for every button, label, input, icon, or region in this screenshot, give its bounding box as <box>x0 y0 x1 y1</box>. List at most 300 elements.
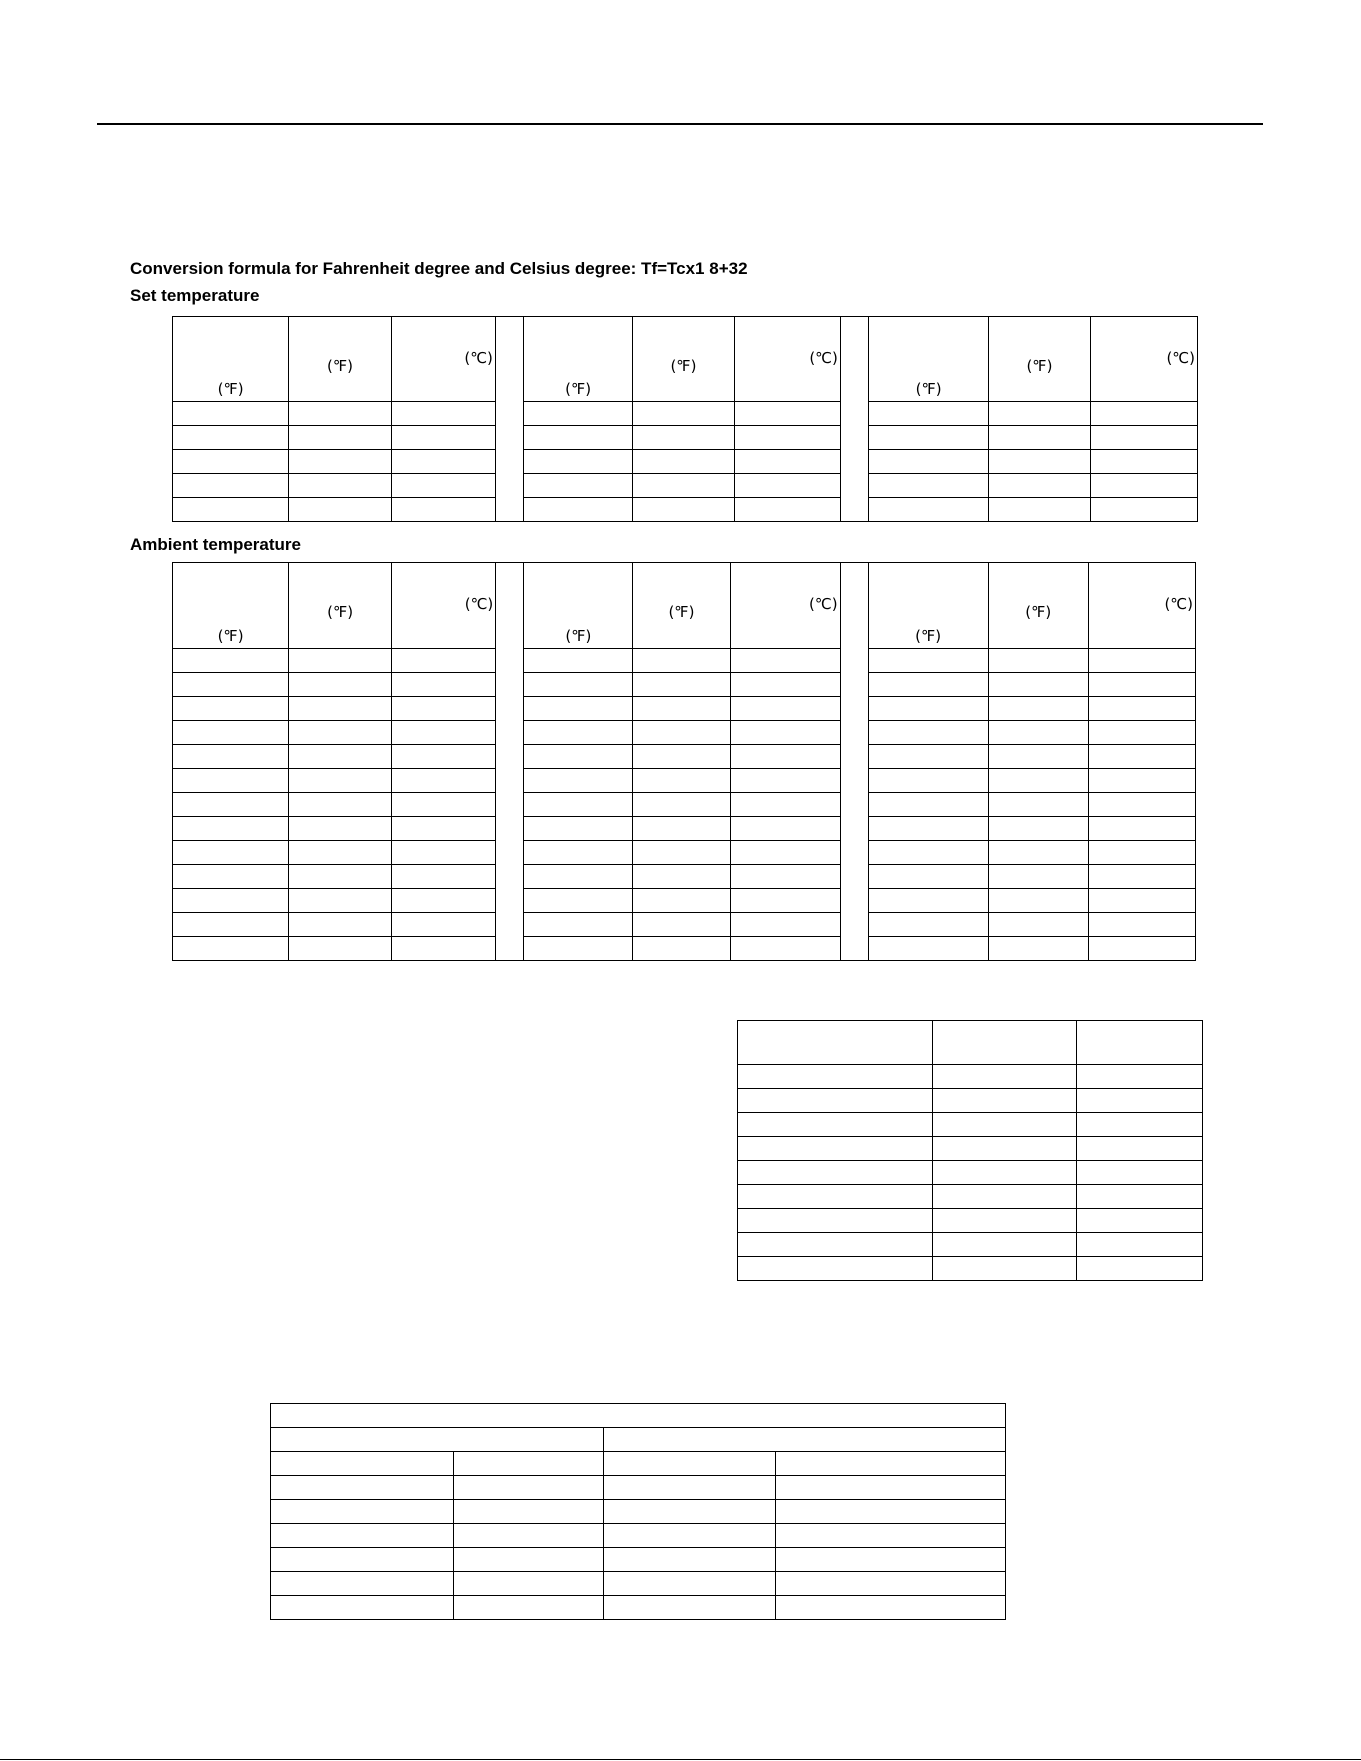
table-cell <box>173 865 289 889</box>
set-temperature-table <box>172 316 1198 522</box>
table-cell <box>776 1572 1006 1596</box>
table-cell <box>1077 1113 1203 1137</box>
unit-fahrenheit: (℉) <box>326 357 353 375</box>
table-cell <box>633 697 730 721</box>
table-cell <box>289 913 392 937</box>
table-cell <box>524 450 633 474</box>
header-cell-fahrenheit <box>289 563 392 649</box>
table-cell <box>289 450 391 474</box>
table-cell <box>271 1548 454 1572</box>
table-cell <box>1088 697 1195 721</box>
header-cell-celsius <box>392 563 496 649</box>
table-cell <box>604 1596 776 1620</box>
table-cell <box>633 673 730 697</box>
table-cell <box>868 817 988 841</box>
table-row <box>173 649 1196 673</box>
table-cell <box>524 817 633 841</box>
table-cell <box>392 937 496 961</box>
table-cell <box>391 402 495 426</box>
table-cell <box>730 841 840 865</box>
unit-fahrenheit: (℉) <box>668 603 695 621</box>
table-cell <box>289 402 391 426</box>
table-cell <box>988 721 1088 745</box>
table-cell <box>738 1113 933 1137</box>
table-row <box>738 1065 1203 1089</box>
table-cell <box>738 1021 933 1065</box>
table-row <box>173 426 1198 450</box>
table-cell <box>868 745 988 769</box>
table-cell <box>1088 937 1195 961</box>
table-row <box>173 498 1198 522</box>
table-cell <box>730 697 840 721</box>
header-cell-fahrenheit <box>173 317 289 402</box>
table-cell <box>289 841 392 865</box>
table-cell <box>454 1596 604 1620</box>
table-cell <box>989 474 1090 498</box>
table-cell <box>633 913 730 937</box>
table-cell <box>933 1065 1077 1089</box>
table-cell <box>988 913 1088 937</box>
table-cell <box>524 745 633 769</box>
table-cell <box>524 889 633 913</box>
table-cell <box>524 402 633 426</box>
table-cell <box>392 889 496 913</box>
table-row <box>738 1137 1203 1161</box>
table-row <box>173 889 1196 913</box>
unit-celsius: (℃) <box>464 349 493 367</box>
table-cell <box>730 745 840 769</box>
unit-fahrenheit: (℉) <box>217 380 244 398</box>
table-cell <box>271 1524 454 1548</box>
table-cell <box>604 1548 776 1572</box>
table-cell <box>173 913 289 937</box>
table-cell <box>173 402 289 426</box>
table-row <box>738 1113 1203 1137</box>
table-cell <box>1088 769 1195 793</box>
table-cell <box>734 474 840 498</box>
table-cell <box>392 673 496 697</box>
column-gap <box>840 563 868 961</box>
table-cell <box>1088 889 1195 913</box>
table-cell <box>738 1233 933 1257</box>
table-cell <box>988 817 1088 841</box>
unit-celsius: (℃) <box>809 349 838 367</box>
table-cell <box>392 721 496 745</box>
table-cell <box>289 498 391 522</box>
table-cell <box>633 426 734 450</box>
header-cell-celsius <box>730 563 840 649</box>
table-cell <box>730 817 840 841</box>
table-cell <box>633 649 730 673</box>
table-row <box>173 474 1198 498</box>
table-cell <box>1077 1021 1203 1065</box>
table-cell <box>173 841 289 865</box>
table-cell <box>289 793 392 817</box>
header-cell-celsius <box>391 317 495 402</box>
table-row <box>173 865 1196 889</box>
table-cell <box>633 769 730 793</box>
table-cell <box>730 889 840 913</box>
table-cell <box>524 474 633 498</box>
column-gap <box>495 317 523 522</box>
table-cell <box>776 1476 1006 1500</box>
table-cell <box>730 937 840 961</box>
table-cell <box>454 1548 604 1572</box>
table-cell <box>1088 793 1195 817</box>
table-row <box>271 1500 1006 1524</box>
table-cell <box>173 793 289 817</box>
table-cell <box>988 793 1088 817</box>
table-cell <box>604 1572 776 1596</box>
table-cell <box>868 649 988 673</box>
table-cell <box>289 889 392 913</box>
table-cell <box>391 474 495 498</box>
table-cell <box>454 1524 604 1548</box>
table-cell <box>776 1548 1006 1572</box>
table-cell <box>738 1257 933 1281</box>
table-cell <box>1088 745 1195 769</box>
table-cell <box>738 1065 933 1089</box>
table-cell <box>738 1137 933 1161</box>
table-cell <box>391 498 495 522</box>
table-row <box>173 721 1196 745</box>
table-cell <box>633 450 734 474</box>
table-cell <box>988 841 1088 865</box>
table-row <box>173 793 1196 817</box>
table-cell <box>633 793 730 817</box>
header-cell-fahrenheit <box>289 317 391 402</box>
table-cell <box>173 721 289 745</box>
table-cell <box>730 865 840 889</box>
ambient-temperature-table <box>172 562 1196 961</box>
table-cell <box>289 426 391 450</box>
conversion-formula: Conversion formula for Fahrenheit degree and Celsius degree: Tf=Tcx1 8+32 <box>130 259 748 278</box>
table-cell <box>604 1476 776 1500</box>
table-cell <box>289 937 392 961</box>
table-row <box>271 1548 1006 1572</box>
table-cell <box>289 673 392 697</box>
table-cell <box>454 1452 604 1476</box>
table-cell <box>1090 450 1197 474</box>
table-title-row <box>271 1404 1006 1428</box>
table-cell <box>289 817 392 841</box>
table-cell <box>933 1209 1077 1233</box>
header-cell-fahrenheit <box>633 563 730 649</box>
unit-fahrenheit: (℉) <box>915 380 942 398</box>
table-cell <box>988 697 1088 721</box>
table-cell <box>868 913 988 937</box>
table-cell <box>988 769 1088 793</box>
table-cell <box>730 913 840 937</box>
table-cell <box>933 1257 1077 1281</box>
header-cell-fahrenheit <box>524 317 633 402</box>
table-cell <box>524 913 633 937</box>
table-cell <box>524 697 633 721</box>
table-cell <box>173 769 289 793</box>
table-row <box>738 1257 1203 1281</box>
table-cell <box>738 1089 933 1113</box>
header-cell-celsius <box>1088 563 1195 649</box>
table-cell <box>173 649 289 673</box>
table-cell <box>988 745 1088 769</box>
table-cell <box>392 817 496 841</box>
table-cell <box>989 450 1090 474</box>
table-row <box>173 841 1196 865</box>
table-cell <box>524 841 633 865</box>
table-cell <box>868 474 988 498</box>
table-row <box>173 450 1198 474</box>
table-cell <box>633 841 730 865</box>
table-cell <box>776 1452 1006 1476</box>
table-cell <box>633 817 730 841</box>
secondary-table <box>737 1020 1203 1281</box>
table-cell <box>633 889 730 913</box>
table-cell <box>933 1089 1077 1113</box>
unit-fahrenheit: (℉) <box>565 627 592 645</box>
table-cell <box>933 1021 1077 1065</box>
table-cell <box>524 426 633 450</box>
table-row <box>738 1209 1203 1233</box>
unit-fahrenheit: (℉) <box>915 627 942 645</box>
table-cell <box>933 1185 1077 1209</box>
table-cell <box>604 1524 776 1548</box>
table-cell <box>1077 1233 1203 1257</box>
table-cell <box>988 889 1088 913</box>
table-row <box>738 1233 1203 1257</box>
table-cell <box>776 1596 1006 1620</box>
table-cell <box>868 450 988 474</box>
table-cell <box>868 721 988 745</box>
table-cell <box>1077 1065 1203 1089</box>
table-cell <box>1090 402 1197 426</box>
table-cell <box>633 721 730 745</box>
table-cell <box>173 937 289 961</box>
unit-celsius: (℃) <box>1164 595 1193 613</box>
table-cell <box>524 721 633 745</box>
table-row <box>271 1524 1006 1548</box>
table-cell <box>633 745 730 769</box>
header-cell-fahrenheit <box>988 563 1088 649</box>
table-cell <box>1088 817 1195 841</box>
table-cell <box>392 793 496 817</box>
header-rule <box>97 123 1263 125</box>
table-cell <box>391 450 495 474</box>
table-cell <box>604 1452 776 1476</box>
table-row <box>173 913 1196 937</box>
table-row <box>173 673 1196 697</box>
table-cell <box>1090 426 1197 450</box>
table-cell <box>524 769 633 793</box>
table-cell <box>454 1500 604 1524</box>
table-cell <box>868 841 988 865</box>
table-cell <box>392 697 496 721</box>
table-cell <box>868 697 988 721</box>
table-cell <box>738 1185 933 1209</box>
table-cell <box>271 1476 454 1500</box>
table-cell <box>524 937 633 961</box>
unit-celsius: (℃) <box>1166 349 1195 367</box>
header-cell-fahrenheit <box>868 317 988 402</box>
header-cell-celsius <box>734 317 840 402</box>
table-cell <box>271 1452 454 1476</box>
table-cell <box>734 402 840 426</box>
table-cell <box>289 865 392 889</box>
table-cell <box>633 937 730 961</box>
table-cell <box>633 474 734 498</box>
table-header-row <box>738 1021 1203 1065</box>
table-cell <box>289 769 392 793</box>
header-cell-fahrenheit <box>524 563 633 649</box>
table-cell <box>392 841 496 865</box>
table-cell <box>1088 865 1195 889</box>
table-cell <box>988 865 1088 889</box>
table-cell <box>173 450 289 474</box>
table-cell <box>730 793 840 817</box>
table-row <box>738 1161 1203 1185</box>
table-cell <box>988 937 1088 961</box>
table-cell <box>868 793 988 817</box>
table-cell <box>776 1500 1006 1524</box>
table-cell <box>604 1428 1006 1452</box>
table-cell <box>391 426 495 450</box>
table-cell <box>734 426 840 450</box>
footer-rule <box>0 1759 1361 1760</box>
table-cell <box>392 865 496 889</box>
table-row <box>271 1596 1006 1620</box>
table-cell <box>868 769 988 793</box>
table-cell <box>738 1161 933 1185</box>
table-cell <box>289 474 391 498</box>
table-cell <box>454 1476 604 1500</box>
table-cell <box>271 1500 454 1524</box>
table-row <box>173 817 1196 841</box>
table-cell <box>392 649 496 673</box>
table-cell <box>988 673 1088 697</box>
table-cell <box>633 402 734 426</box>
table-row <box>173 937 1196 961</box>
table-cell <box>289 697 392 721</box>
table-cell <box>868 865 988 889</box>
bottom-table <box>270 1403 1006 1620</box>
unit-fahrenheit: (℉) <box>670 357 697 375</box>
table-cell <box>868 889 988 913</box>
column-gap <box>840 317 868 522</box>
table-cell <box>392 745 496 769</box>
table-cell <box>392 913 496 937</box>
table-cell <box>868 402 988 426</box>
table-row <box>271 1476 1006 1500</box>
table-cell <box>868 426 988 450</box>
table-cell <box>730 673 840 697</box>
table-cell <box>173 697 289 721</box>
table-cell <box>730 649 840 673</box>
table-cell <box>633 498 734 522</box>
table-cell <box>734 498 840 522</box>
table-cell <box>454 1572 604 1596</box>
table-cell <box>524 498 633 522</box>
table-cell <box>1077 1161 1203 1185</box>
table-cell <box>173 498 289 522</box>
unit-fahrenheit: (℉) <box>217 627 244 645</box>
unit-fahrenheit: (℉) <box>1026 357 1053 375</box>
table-row <box>173 402 1198 426</box>
table-row <box>173 745 1196 769</box>
table-row <box>173 697 1196 721</box>
unit-fahrenheit: (℉) <box>327 603 354 621</box>
table-cell <box>289 745 392 769</box>
table-cell <box>289 649 392 673</box>
table-cell <box>173 673 289 697</box>
table-row <box>738 1089 1203 1113</box>
table-cell <box>738 1209 933 1233</box>
set-temperature-title: Set temperature <box>130 286 260 305</box>
table-row <box>738 1185 1203 1209</box>
table-cell <box>173 745 289 769</box>
table-cell <box>1090 498 1197 522</box>
table-cell <box>1088 649 1195 673</box>
table-cell <box>1077 1137 1203 1161</box>
table-cell <box>524 649 633 673</box>
table-cell <box>173 889 289 913</box>
table-cell <box>604 1500 776 1524</box>
table-cell <box>1077 1185 1203 1209</box>
table-cell <box>392 769 496 793</box>
header-cell-fahrenheit <box>989 317 1090 402</box>
table-cell <box>734 450 840 474</box>
unit-fahrenheit: (℉) <box>565 380 592 398</box>
table-cell <box>776 1524 1006 1548</box>
table-cell <box>173 474 289 498</box>
table-cell <box>1077 1257 1203 1281</box>
table-cell <box>1077 1089 1203 1113</box>
header-cell-fahrenheit <box>633 317 734 402</box>
ambient-temperature-title: Ambient temperature <box>130 535 301 554</box>
table-cell <box>933 1233 1077 1257</box>
table-cell <box>271 1404 1006 1428</box>
table-cell <box>633 865 730 889</box>
table-cell <box>868 673 988 697</box>
table-cell <box>1088 721 1195 745</box>
header-cell-fahrenheit <box>173 563 289 649</box>
table-cell <box>730 721 840 745</box>
table-cell <box>173 817 289 841</box>
table-cell <box>933 1137 1077 1161</box>
table-cell <box>868 498 988 522</box>
table-cell <box>524 793 633 817</box>
table-cell <box>1090 474 1197 498</box>
table-cell <box>1088 841 1195 865</box>
table-cell <box>933 1113 1077 1137</box>
table-cell <box>271 1572 454 1596</box>
table-cell <box>289 721 392 745</box>
table-cell <box>933 1161 1077 1185</box>
table-row <box>173 769 1196 793</box>
table-cell <box>1077 1209 1203 1233</box>
header-cell-fahrenheit <box>868 563 988 649</box>
table-cell <box>989 402 1090 426</box>
table-cell <box>524 673 633 697</box>
table-cell <box>1088 913 1195 937</box>
header-cell-celsius <box>1090 317 1197 402</box>
table-row <box>271 1572 1006 1596</box>
table-cell <box>730 769 840 793</box>
table-cell <box>988 649 1088 673</box>
table-row <box>271 1452 1006 1476</box>
column-gap <box>496 563 524 961</box>
table-cell <box>989 426 1090 450</box>
unit-celsius: (℃) <box>464 595 494 613</box>
table-cell <box>524 865 633 889</box>
